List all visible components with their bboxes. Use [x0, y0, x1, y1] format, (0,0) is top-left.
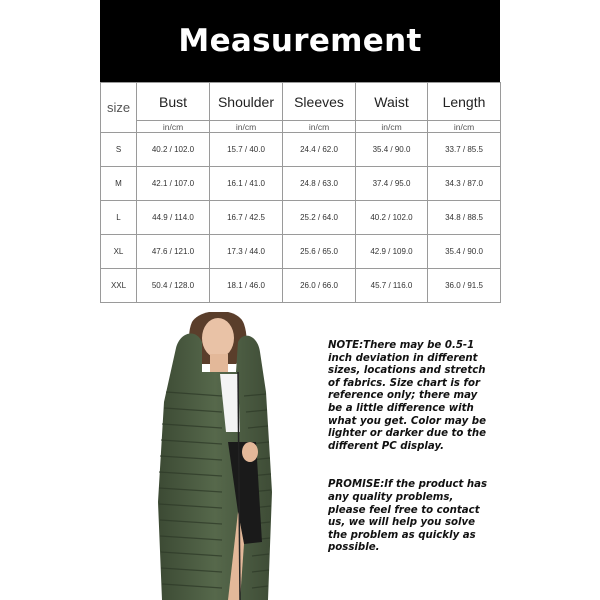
table-cell: 37.4 / 95.0: [356, 167, 428, 201]
model-illustration: [140, 312, 306, 600]
unit-label: in/cm: [356, 121, 428, 133]
size-column-header: size: [101, 83, 137, 133]
table-row: [101, 133, 501, 167]
table-row: [101, 235, 501, 269]
size-note: NOTE:There may be 0.5-1 inch deviation in different sizes, locations and stretch of fabrics. Size chart is for reference only; there may be a little difference with what you get. Color may be lighter or darker due to the different PC display.: [328, 340, 486, 452]
table-cell: 25.2 / 64.0: [283, 201, 356, 235]
unit-label: in/cm: [137, 121, 210, 133]
table-cell: 16.7 / 42.5: [210, 201, 283, 235]
column-header-bust: Bust: [137, 83, 210, 121]
unit-label: in/cm: [428, 121, 501, 133]
table-row: [101, 201, 501, 235]
table-cell: 16.1 / 41.0: [210, 167, 283, 201]
table-cell: 35.4 / 90.0: [356, 133, 428, 167]
table-cell: 35.4 / 90.0: [428, 235, 501, 269]
measurement-header: [100, 0, 500, 82]
table-cell: 15.7 / 40.0: [210, 133, 283, 167]
size-chart-table: [100, 82, 501, 303]
page-title: Measurement: [178, 23, 422, 59]
table-cell: 42.9 / 109.0: [356, 235, 428, 269]
notes-block: [328, 340, 488, 581]
size-cell: S: [101, 133, 137, 167]
table-row: [101, 269, 501, 303]
column-header-length: Length: [428, 83, 501, 121]
model-photo: [140, 312, 306, 600]
table-cell: 45.7 / 116.0: [356, 269, 428, 303]
table-cell: 34.8 / 88.5: [428, 201, 501, 235]
table-cell: 47.6 / 121.0: [137, 235, 210, 269]
size-cell: XL: [101, 235, 137, 269]
size-cell: M: [101, 167, 137, 201]
size-cell: L: [101, 201, 137, 235]
table-cell: 25.6 / 65.0: [283, 235, 356, 269]
size-cell: XXL: [101, 269, 137, 303]
table-cell: 34.3 / 87.0: [428, 167, 501, 201]
table-cell: 24.8 / 63.0: [283, 167, 356, 201]
table-header-row: [101, 83, 501, 121]
table-cell: 42.1 / 107.0: [137, 167, 210, 201]
quality-promise: PROMISE:If the product has any quality problems, please feel free to contact us, we will help you solve the problem as quickly as possible.: [328, 479, 488, 554]
table-cell: 18.1 / 46.0: [210, 269, 283, 303]
column-header-waist: Waist: [356, 83, 428, 121]
table-row: [101, 167, 501, 201]
unit-label: in/cm: [283, 121, 356, 133]
table-cell: 40.2 / 102.0: [137, 133, 210, 167]
table-cell: 26.0 / 66.0: [283, 269, 356, 303]
table-cell: 36.0 / 91.5: [428, 269, 501, 303]
table-cell: 24.4 / 62.0: [283, 133, 356, 167]
table-cell: 44.9 / 114.0: [137, 201, 210, 235]
table-cell: 33.7 / 85.5: [428, 133, 501, 167]
column-header-shoulder: Shoulder: [210, 83, 283, 121]
table-cell: 40.2 / 102.0: [356, 201, 428, 235]
table-cell: 50.4 / 128.0: [137, 269, 210, 303]
unit-label: in/cm: [210, 121, 283, 133]
column-header-sleeves: Sleeves: [283, 83, 356, 121]
unit-row: [101, 121, 501, 133]
table-cell: 17.3 / 44.0: [210, 235, 283, 269]
